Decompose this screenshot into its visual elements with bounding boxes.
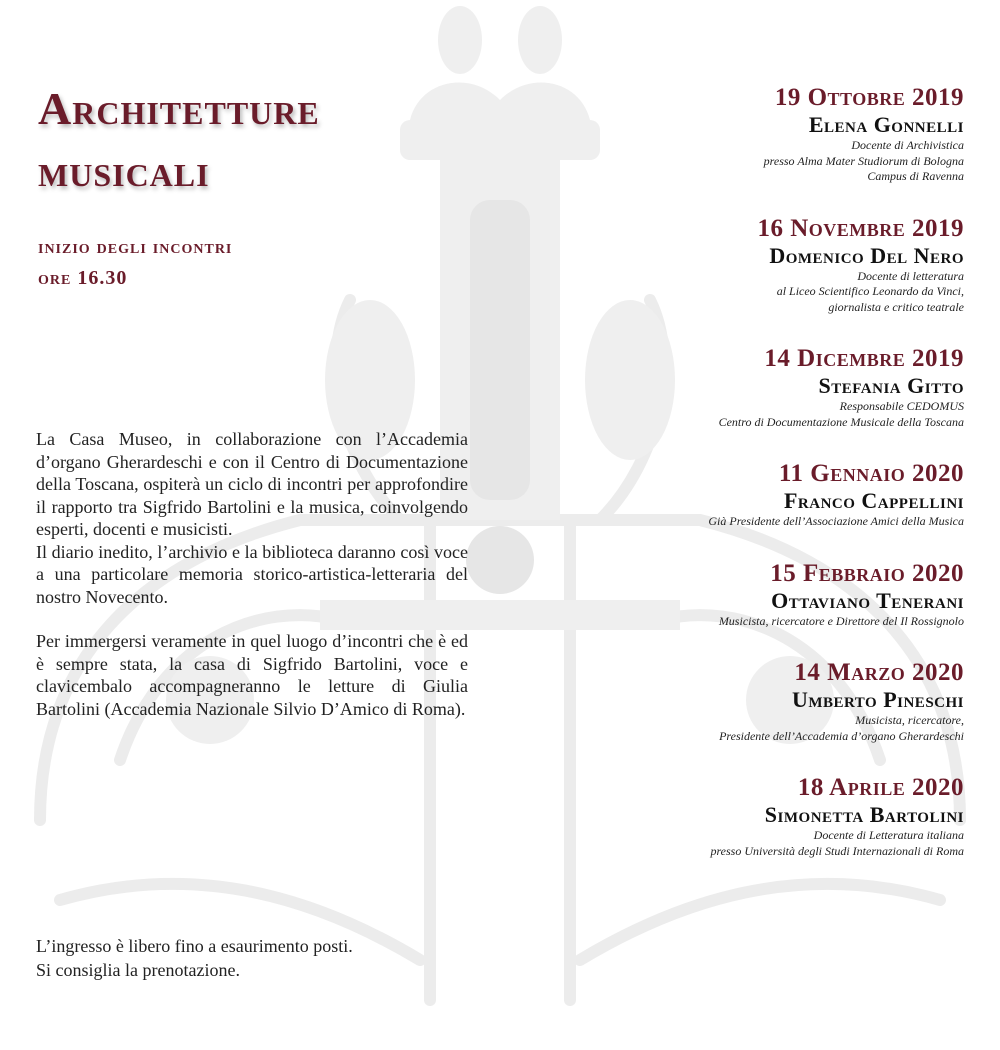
- page-title: [38, 78, 468, 202]
- event-date: 14 Marzo 2020: [794, 659, 964, 686]
- event-date: 14 Dicembre 2019: [764, 345, 964, 372]
- footer-line-1: L’ingresso è libero fino a esaurimento posti.: [36, 936, 353, 956]
- event-role-line: Campus di Ravenna: [867, 169, 964, 183]
- event-date: 18 Aprile 2020: [797, 774, 964, 801]
- event-role-line: Già Presidente dell’Associazione Amici della Musica: [708, 514, 964, 528]
- start-time-info: [38, 232, 468, 294]
- description-paragraph-3: Per immergersi veramente in quel luogo d’incontri che è ed è sempre stata, la casa di Sigfrido Bartolini, voce e clavicembalo accompagneranno le letture di Giulia Bartolini (Accademia Nazionale Silvio D’Amico di Roma).: [36, 631, 468, 719]
- title-line-2: musicali: [38, 145, 210, 196]
- event-item: [544, 460, 964, 530]
- event-date: 15 Febbraio 2020: [770, 559, 964, 587]
- event-role-line: presso Alma Mater Studiorum di Bologna: [763, 153, 964, 168]
- event-role-line: al Liceo Scientifico Leonardo da Vinci,: [776, 284, 964, 298]
- header-block: [38, 78, 468, 294]
- footer-line-2: Si consiglia la prenotazione.: [36, 960, 240, 980]
- event-role-line: giornalista e critico teatrale: [828, 299, 964, 314]
- event-date: 11 Gennaio 2020: [778, 460, 964, 487]
- start-line-1: inizio degli incontri: [38, 236, 233, 258]
- event-speaker: Umberto Pineschi: [791, 687, 964, 712]
- event-speaker: Elena Gonnelli: [808, 112, 964, 137]
- event-item: [544, 560, 964, 630]
- title-line-1: Architetture: [38, 83, 320, 134]
- event-role-line: Docente di Archivistica: [851, 138, 964, 152]
- event-date: 16 Novembre 2019: [757, 214, 964, 242]
- event-item: [544, 659, 964, 744]
- footer-note: [36, 934, 476, 982]
- event-item: [544, 345, 964, 430]
- event-item: [544, 215, 964, 316]
- event-role-line: presso Università degli Studi Internazionali di Roma: [710, 843, 964, 858]
- event-role-line: Docente di letteratura: [857, 268, 964, 283]
- event-speaker: Franco Cappellini: [783, 488, 964, 513]
- description-paragraph-1: La Casa Museo, in collaborazione con l’Accademia d’organo Gherardeschi e con il Centro di Documentazione della Toscana, ospiterà un ciclo di incontri per approfondire il rapporto tra Sigfrido Bartolini e la musica, coinvolgendo esperti, docenti e musicisti.: [36, 429, 468, 539]
- event-role-line: Responsabile CEDOMUS: [839, 399, 964, 413]
- event-speaker: Ottaviano Tenerani: [771, 587, 964, 613]
- event-speaker: Stefania Gitto: [818, 373, 964, 398]
- description-paragraph-2: Il diario inedito, l’archivio e la biblioteca daranno così voce a una particolare memoria storico-artistica-letteraria del nostro Novecento.: [36, 541, 468, 607]
- event-role-line: Centro di Documentazione Musicale della Toscana: [718, 414, 964, 429]
- event-speaker: Simonetta Bartolini: [764, 802, 964, 827]
- start-line-2: ore 16.30: [38, 267, 128, 289]
- event-role-line: Docente di Letteratura italiana: [813, 828, 964, 842]
- event-speaker: Domenico Del Nero: [769, 242, 964, 268]
- event-date: 19 Ottobre 2019: [774, 84, 964, 111]
- event-item: [544, 84, 964, 185]
- event-role-line: Presidente dell’Accademia d’organo Gherardeschi: [719, 728, 964, 743]
- event-role-line: Musicista, ricercatore e Direttore del Il Rossignolo: [718, 613, 964, 628]
- event-role-line: Musicista, ricercatore,: [855, 713, 964, 727]
- events-list: [544, 84, 964, 889]
- event-item: [544, 774, 964, 859]
- description: [36, 428, 468, 720]
